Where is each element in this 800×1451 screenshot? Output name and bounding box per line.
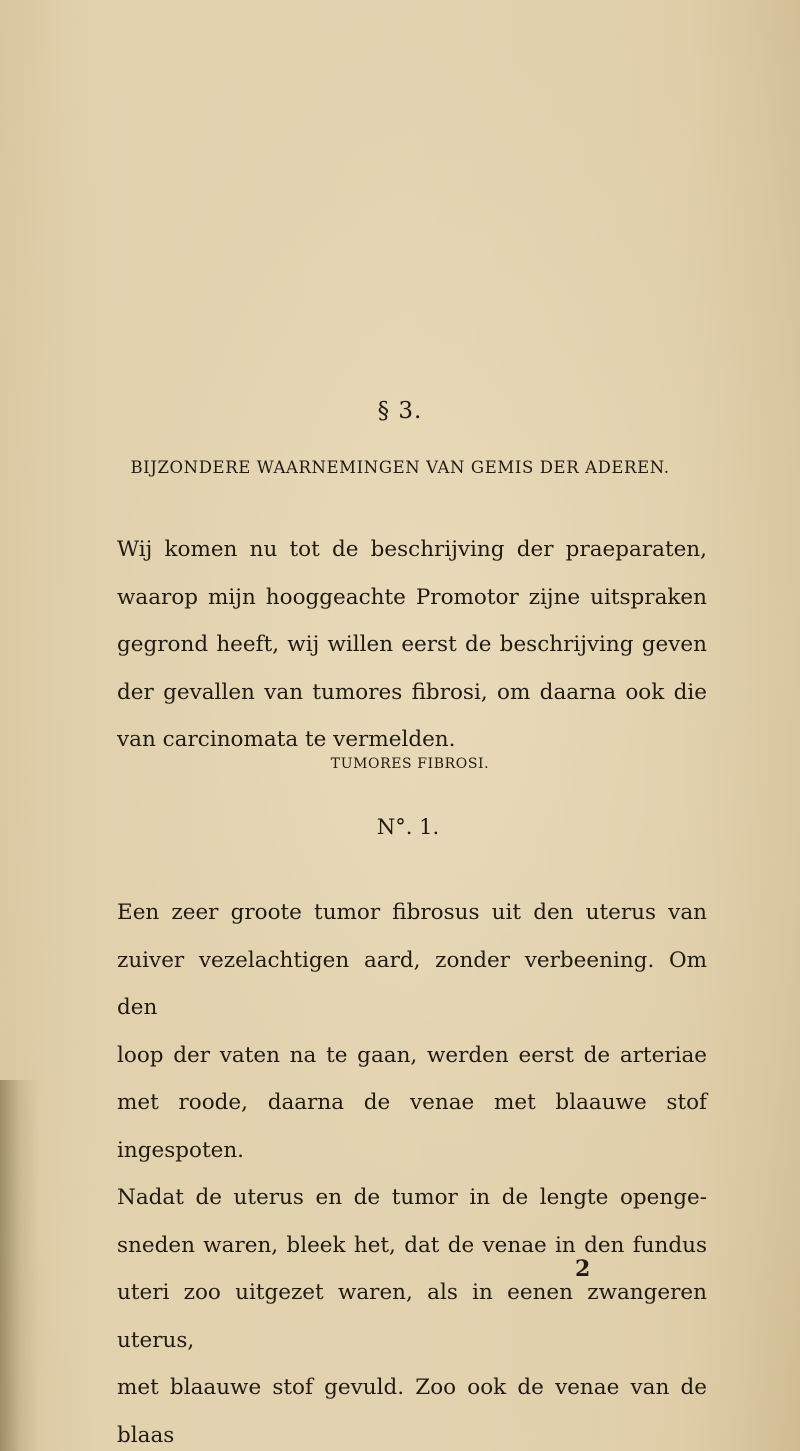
text-line: van carcinomata te vermelden. (117, 727, 456, 752)
subheading: TUMORES FIBROSI. (330, 756, 490, 772)
text-line: waarop mijn hooggeachte Promotor zijne uitspraken (117, 584, 707, 610)
case-number: N°. 1. (376, 815, 440, 839)
text-line: Nadat de uterus en de tumor in de lengte openge- (117, 1185, 707, 1210)
page-edge-shadow (0, 1080, 40, 1451)
text-line: uteri zoo uitgezet waren, als in eenen zwangeren uterus, (117, 1280, 707, 1353)
text-line: Een zeer groote tumor fibrosus uit den uterus van (117, 900, 707, 925)
text-line: met roode, daarna de venae met blaauwe stof ingespoten. (117, 1090, 707, 1163)
paragraph-case-1 (117, 889, 707, 1451)
text-line: loop der vaten na te gaan, werden eerst de arteriae (117, 1042, 707, 1068)
text-line: zuiver vezelachtigen aard, zonder verbeening. Om den (117, 947, 707, 1020)
section-heading: BIJZONDERE WAARNEMINGEN VAN GEMIS DER ADEREN. (130, 458, 670, 477)
text-line: der gevallen van tumores fibrosi, om daarna ook die (117, 679, 707, 705)
text-line: met blaauwe stof gevuld. Zoo ook de venae van de blaas (117, 1375, 707, 1448)
page-number: 2 (575, 1256, 591, 1282)
text-line: sneden waren, bleek het, dat de venae in den fundus (117, 1232, 707, 1258)
section-mark: § 3. (377, 398, 423, 424)
paragraph-intro (117, 526, 707, 764)
text-line: gegrond heeft, wij willen eerst de beschrijving geven (117, 632, 707, 657)
text-line: Wij komen nu tot de beschrijving der praeparaten, (117, 537, 707, 562)
